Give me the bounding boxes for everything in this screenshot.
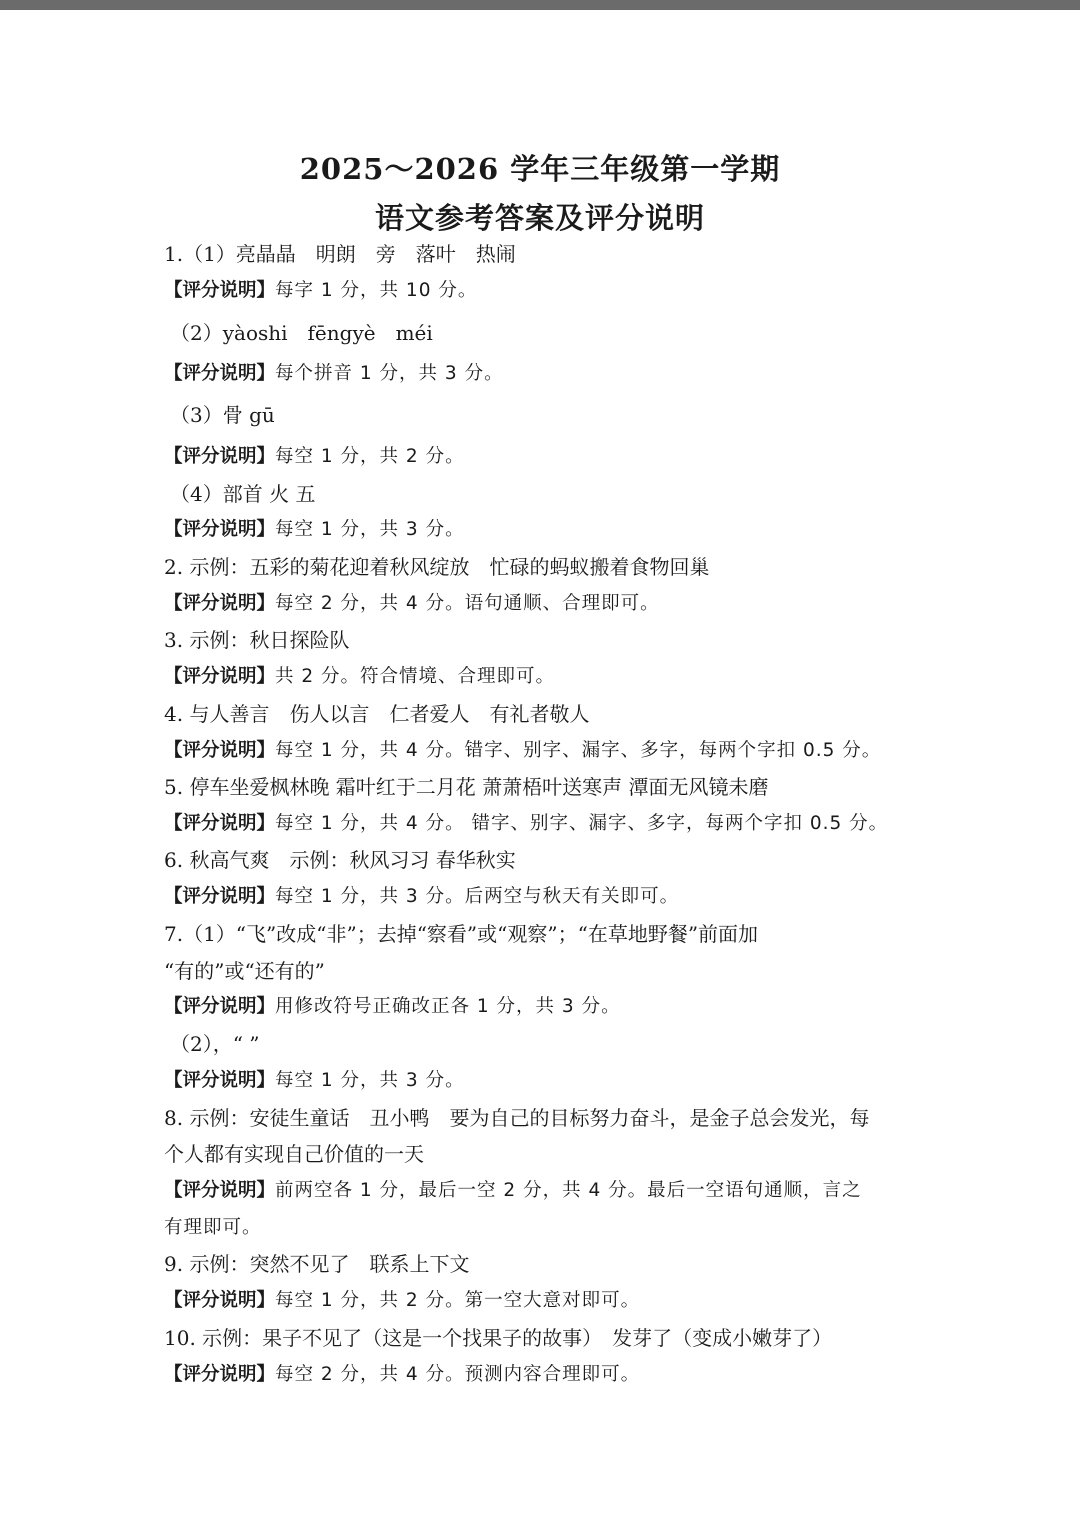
answer-2: 2. 示例：五彩的菊花迎着秋风绽放 忙碌的蚂蚁搬着食物回巢 — [164, 555, 710, 579]
answer-1-1: 1.（1）亮晶晶 明朗 旁 落叶 热闹 — [164, 242, 516, 266]
answer-3: 3. 示例：秋日探险队 — [164, 628, 350, 652]
scoring-note-1-3 — [164, 443, 924, 471]
scoring-note-tag: 【评分说明】 — [164, 1364, 276, 1385]
answer-4: 4. 与人善言 伤人以言 仁者爱人 有礼者敬人 — [164, 702, 590, 726]
scoring-note-tag: 【评分说明】 — [164, 813, 276, 834]
scoring-note-text: 每空 2 分，共 4 分。预测内容合理即可。 — [275, 1364, 641, 1385]
scoring-note-text: 每空 1 分，共 4 分。错字、别字、漏字、多字，每两个字扣 0.5 分。 — [275, 740, 882, 761]
scoring-note-7-1 — [164, 993, 924, 1021]
answer-7-1-cont: “有的”或“还有的” — [164, 959, 325, 983]
scoring-note-8 — [164, 1177, 924, 1205]
scoring-note-text: 每空 2 分，共 4 分。语句通顺、合理即可。 — [275, 593, 660, 614]
scoring-note-6 — [164, 883, 924, 911]
scoring-note-tag: 【评分说明】 — [164, 1070, 276, 1091]
scoring-note-text: 每空 1 分，共 3 分。 — [275, 519, 465, 540]
scoring-note-text: 用修改符号正确改正各 1 分，共 3 分。 — [275, 996, 621, 1017]
scoring-note-tag: 【评分说明】 — [164, 666, 276, 687]
answer-8-cont: 个人都有实现自己价值的一天 — [164, 1142, 424, 1166]
scoring-note-tag: 【评分说明】 — [164, 996, 276, 1017]
scoring-note-text: 每空 1 分，共 3 分。 — [275, 1070, 465, 1091]
scoring-note-tag: 【评分说明】 — [164, 886, 276, 907]
answer-9: 9. 示例：突然不见了 联系上下文 — [164, 1252, 470, 1276]
scoring-note-1-2 — [164, 360, 924, 388]
scoring-note-1-4 — [164, 516, 924, 544]
scoring-note-tag: 【评分说明】 — [164, 593, 276, 614]
scoring-note-tag: 【评分说明】 — [164, 1180, 276, 1201]
scoring-note-3 — [164, 663, 924, 691]
scoring-note-text: 每空 1 分，共 2 分。第一空大意对即可。 — [275, 1290, 641, 1311]
answer-5: 5. 停车坐爱枫林晚 霜叶红于二月花 萧萧梧叶送寒声 潭面无风镜未磨 — [164, 775, 769, 799]
scoring-note-10 — [164, 1361, 924, 1389]
top-edge-bar — [0, 0, 1080, 10]
scoring-note-text: 每字 1 分，共 10 分。 — [275, 280, 478, 301]
scoring-note-tag: 【评分说明】 — [164, 1290, 276, 1311]
answer-6: 6. 秋高气爽 示例：秋风习习 春华秋实 — [164, 848, 516, 872]
answer-sheet-page — [0, 10, 1080, 1532]
scoring-note-7-2 — [164, 1067, 924, 1095]
scoring-note-tag: 【评分说明】 — [164, 446, 276, 467]
page-title-line2: 语文参考答案及评分说明 — [374, 201, 705, 235]
scoring-note-9 — [164, 1287, 924, 1315]
answer-7-1: 7.（1）“飞”改成“非”；去掉“察看”或“观察”；“在草地野餐”前面加 — [164, 922, 759, 946]
answer-8: 8. 示例：安徒生童话 丑小鸭 要为自己的目标努力奋斗，是金子总会发光，每 — [164, 1106, 870, 1130]
scoring-note-8-cont: 有理即可。 — [164, 1217, 262, 1238]
scoring-note-text: 前两空各 1 分，最后一空 2 分，共 4 分。最后一空语句通顺，言之 — [275, 1180, 862, 1201]
scoring-note-tag: 【评分说明】 — [164, 519, 276, 540]
scoring-note-tag: 【评分说明】 — [164, 280, 276, 301]
scoring-note-1-1 — [164, 277, 924, 305]
answer-10: 10. 示例：果子不见了（这是一个找果子的故事） 发芽了（变成小嫩芽了） — [164, 1326, 833, 1350]
scoring-note-5 — [164, 810, 924, 838]
scoring-note-text: 每空 1 分，共 2 分。 — [275, 446, 465, 467]
scoring-note-text: 共 2 分。符合情境、合理即可。 — [275, 666, 556, 687]
answer-7-2: （2），“ ” — [170, 1032, 260, 1056]
scoring-note-4 — [164, 737, 924, 765]
scoring-note-text: 每空 1 分，共 4 分。 错字、别字、漏字、多字，每两个字扣 0.5 分。 — [275, 813, 889, 834]
scoring-note-text: 每空 1 分，共 3 分。后两空与秋天有关即可。 — [275, 886, 680, 907]
scoring-note-2 — [164, 590, 924, 618]
scoring-note-tag: 【评分说明】 — [164, 363, 276, 384]
answer-1-3: （3）骨 gū — [170, 403, 275, 427]
answer-1-4: （4）部首 火 五 — [170, 482, 316, 506]
page-title-line1: 2025～2026 学年三年级第一学期 — [299, 152, 781, 186]
scoring-note-tag: 【评分说明】 — [164, 740, 276, 761]
scoring-note-text: 每个拼音 1 分，共 3 分。 — [275, 363, 504, 384]
answer-1-2: （2）yàoshi fēngyè méi — [170, 321, 433, 345]
